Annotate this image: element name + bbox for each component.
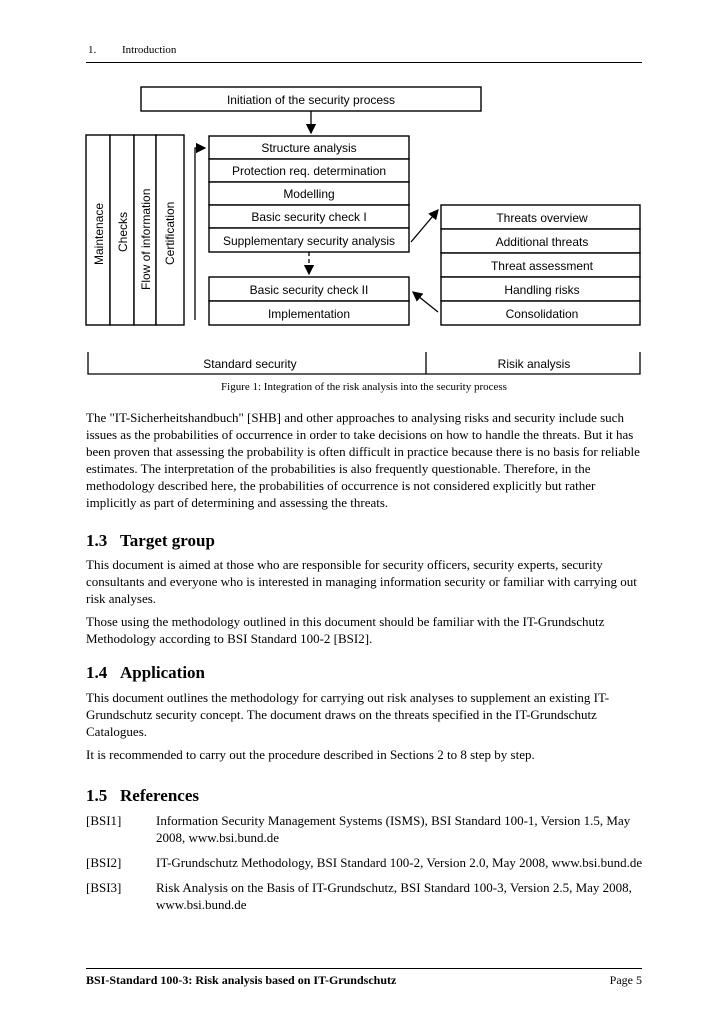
center-label-3: Modelling <box>283 187 335 201</box>
reference-item <box>86 812 646 846</box>
process-diagram <box>0 0 728 380</box>
intro-text: The "IT-Sicherheitshandbuch" [SHB] and other approaches to analysing risks and security include such issues as the probabilities of occurrence in order to take decisions on how to handle the threats. But it has been proven that assessing the probability is often difficult in practice because there is no basis for reliable estimates. The interpretation of the probabilities is also frequently questionable. Therefore, in the methodology described here, the probabilities of occurrence is not considered explicitly but rather implicitly as part of determining and assessing the threats. <box>86 410 640 510</box>
reference-text: Risk Analysis on the Basis of IT-Grundschutz, BSI Standard 100-3, Version 2.5, May 2008, www.bsi.bund.de <box>156 880 632 912</box>
footer-rule <box>86 968 642 969</box>
center-label-2: Protection req. determination <box>231 164 387 178</box>
section-number: 1.4 <box>86 663 108 682</box>
center-label-1: Structure analysis <box>261 141 357 155</box>
center-label-6: Basic security check II <box>249 283 369 297</box>
section-heading-application <box>86 663 205 683</box>
right-label-4: Handling risks <box>504 283 580 297</box>
section-heading-target <box>86 531 215 551</box>
center-label-4: Basic security check I <box>251 210 367 224</box>
reference-text: Information Security Management Systems (ISMS), BSI Standard 100-1, Version 1.5, May 2008, www.bsi.bund.de <box>156 813 631 845</box>
footer-title: BSI-Standard 100-3: Risk analysis based on IT-Grundschutz <box>86 973 397 987</box>
reference-list <box>86 812 646 921</box>
feedback-arrow <box>195 148 205 320</box>
reference-item <box>86 879 646 913</box>
section-title: Target group <box>120 531 215 550</box>
reference-key: [BSI1] <box>86 813 122 828</box>
arrow-to-threats <box>411 210 438 242</box>
section-heading-references <box>86 786 199 806</box>
section-number: 1.5 <box>86 786 108 805</box>
intro-paragraph <box>86 409 646 511</box>
right-label-5: Consolidation <box>505 307 579 321</box>
target-p2: Those using the methodology outlined in this document should be familiar with the IT-Grundschutz Methodology according to BSI Standard 100-2 [BSI2]. <box>86 614 605 646</box>
figure-caption: Figure 1: Integration of the risk analysis into the security process <box>221 381 507 393</box>
bottom-right-label: Risik analysis <box>497 357 571 371</box>
vlabel-maintenance: Maintenace <box>92 202 106 265</box>
right-label-2: Additional threats <box>495 235 589 249</box>
section-title: References <box>120 786 199 805</box>
section-title: Application <box>120 663 206 682</box>
page-number: Page 5 <box>609 973 642 987</box>
chapter-title: Introduction <box>122 44 177 56</box>
vlabel-checks: Checks <box>116 211 130 252</box>
page-footer <box>86 973 642 988</box>
reference-text: IT-Grundschutz Methodology, BSI Standard 100-2, Version 2.0, May 2008, www.bsi.bund.de <box>156 855 643 870</box>
chapter-number: 1. <box>88 44 97 56</box>
center-label-5: Supplementary security analysis <box>222 234 396 248</box>
target-p1: This document is aimed at those who are responsible for security officers, security experts, security consultants and everyone who is interested in managing information security or familiar with carrying out risk analyses. <box>86 557 637 606</box>
reference-item <box>86 854 646 871</box>
target-group-body <box>86 556 646 647</box>
application-p1: This document outlines the methodology for carrying out risk analyses to supplement an existing IT-Grundschutz security concept. The document draws on the threats specified in the IT-Grundschutz Catalogues. <box>86 690 610 739</box>
right-label-3: Threat assessment <box>490 259 594 273</box>
section-number: 1.3 <box>86 531 108 550</box>
application-p2: It is recommended to carry out the procedure described in Sections 2 to 8 step by step. <box>86 747 535 762</box>
vlabel-flow: Flow of information <box>139 188 153 290</box>
reference-key: [BSI2] <box>86 855 122 870</box>
top-box-label: Initiation of the security process <box>226 93 396 107</box>
vlabel-certification: Certification <box>163 201 177 265</box>
bottom-left-label: Standard security <box>203 357 297 371</box>
application-body <box>86 689 646 763</box>
center-label-7: Implementation <box>267 307 351 321</box>
arrow-from-consolidation <box>413 292 438 312</box>
right-label-1: Threats overview <box>496 211 588 225</box>
reference-key: [BSI3] <box>86 880 122 895</box>
